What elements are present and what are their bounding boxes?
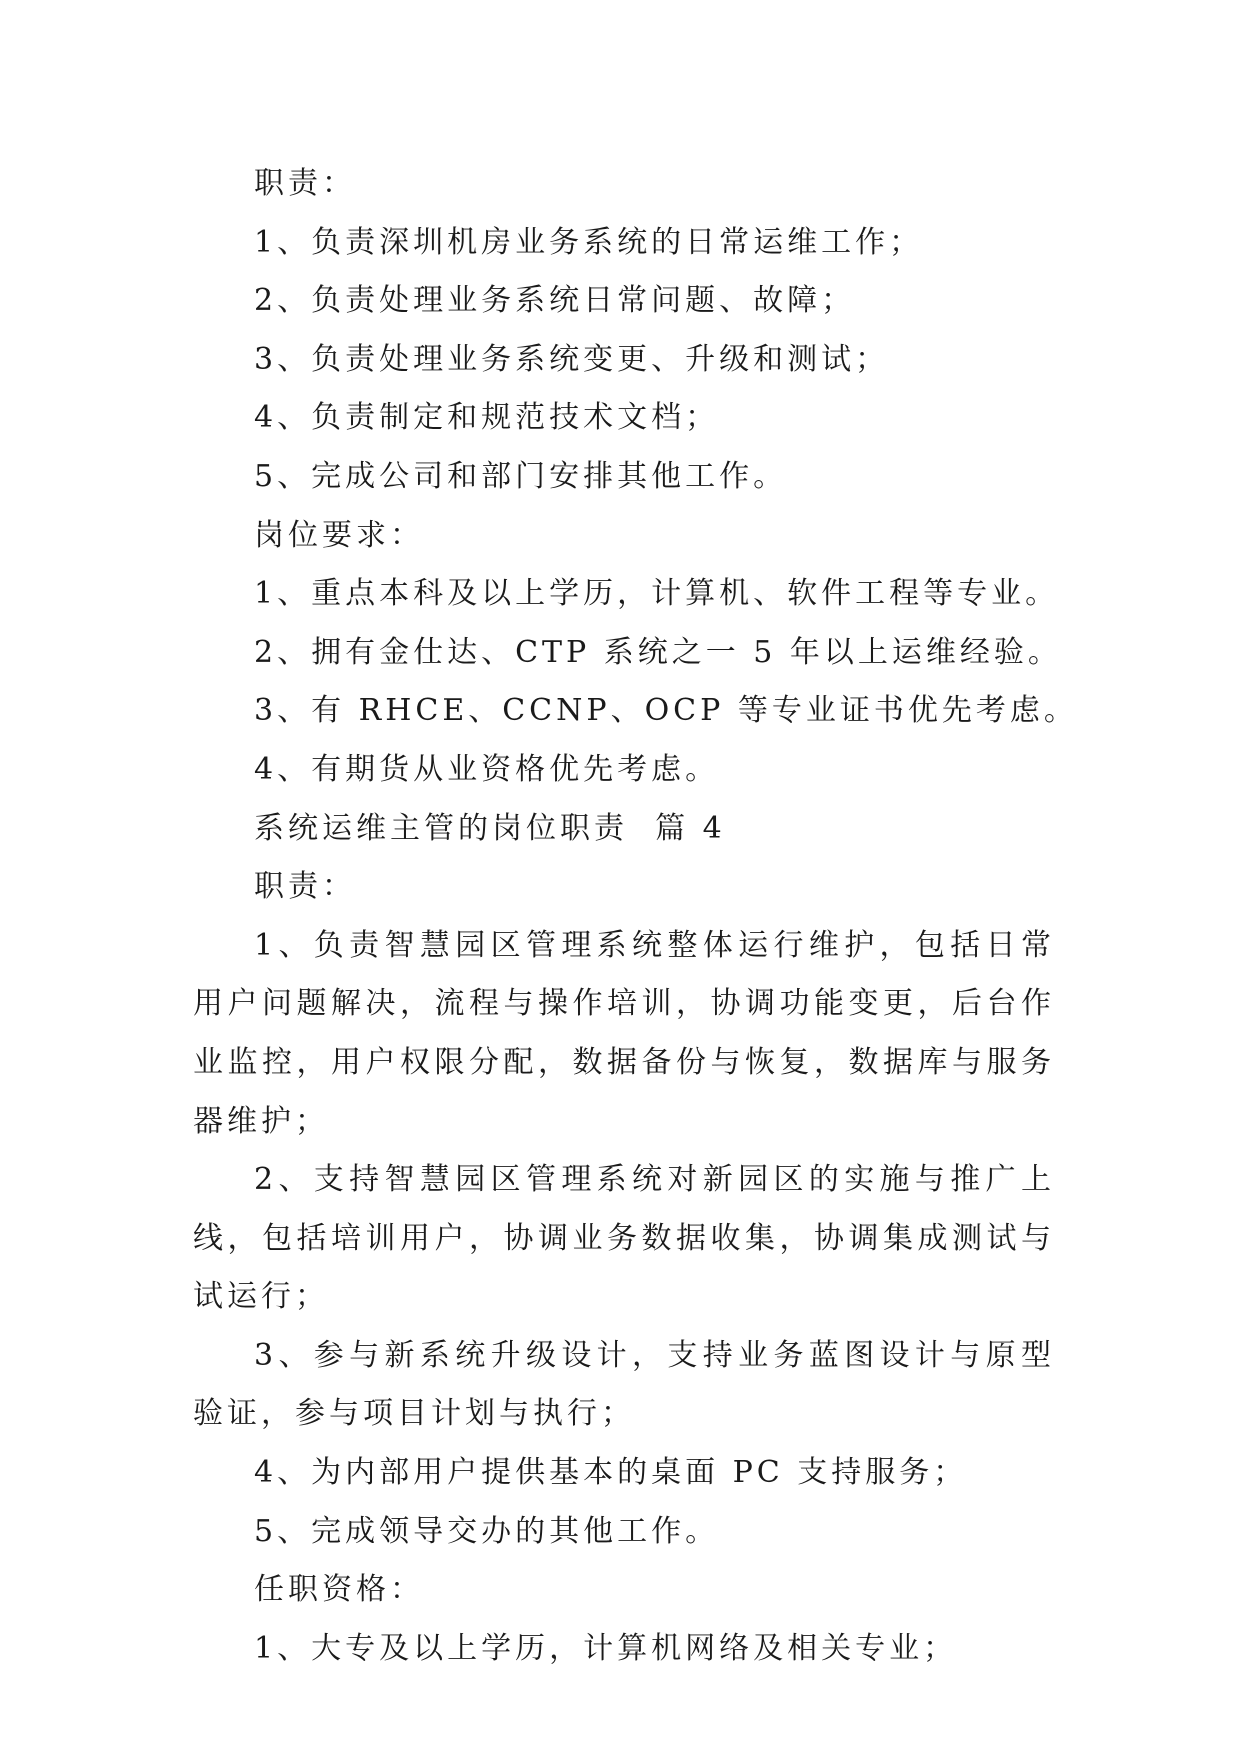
duty-item: 3、参与新系统升级设计，支持业务蓝图设计与原型验证，参与项目计划与执行；: [193, 1337, 1055, 1432]
duty-item: 4、为内部用户提供基本的桌面 PC 支持服务；: [254, 1455, 968, 1491]
duty-item: 1、负责深圳机房业务系统的日常运维工作；: [254, 224, 924, 260]
requirement-item: 4、有期货从业资格优先考虑。: [254, 751, 720, 787]
duty-item: 2、支持智慧园区管理系统对新园区的实施与推广上线，包括培训用户，协调业务数据收集，协调集成测试与试运行；: [193, 1162, 1055, 1315]
qualification-item: 1、大专及以上学历，计算机网络及相关专业；: [254, 1630, 958, 1666]
requirement-item: 3、有 RHCE、CCNP、OCP 等专业证书优先考虑。: [254, 693, 1078, 729]
requirements-heading: 岗位要求：: [254, 517, 424, 553]
requirement-item: 1、重点本科及以上学历，计算机、软件工程等专业。: [254, 576, 1060, 612]
duty-item: 4、负责制定和规范技术文档；: [254, 400, 720, 436]
requirement-item: 2、拥有金仕达、CTP 系统之一 5 年以上运维经验。: [254, 634, 1062, 670]
duties-heading: 职责：: [254, 166, 356, 201]
duty-item: 1、负责智慧园区管理系统整体运行维护，包括日常用户问题解决，流程与操作培训，协调功能变更，后台作业监控，用户权限分配，数据备份与恢复，数据库与服务器维护；: [193, 927, 1055, 1139]
duty-item: 5、完成公司和部门安排其他工作。: [254, 458, 788, 494]
document-page: [193, 155, 1078, 1678]
section-title: 系统运维主管的岗位职责 篇 4: [254, 810, 726, 846]
duty-item: 2、负责处理业务系统日常问题、故障；: [254, 283, 856, 319]
duties-heading: 职责：: [254, 869, 356, 905]
duty-item: 3、负责处理业务系统变更、升级和测试；: [254, 341, 890, 377]
duty-item: 5、完成领导交办的其他工作。: [254, 1513, 720, 1549]
qualifications-heading: 任职资格：: [254, 1572, 424, 1608]
